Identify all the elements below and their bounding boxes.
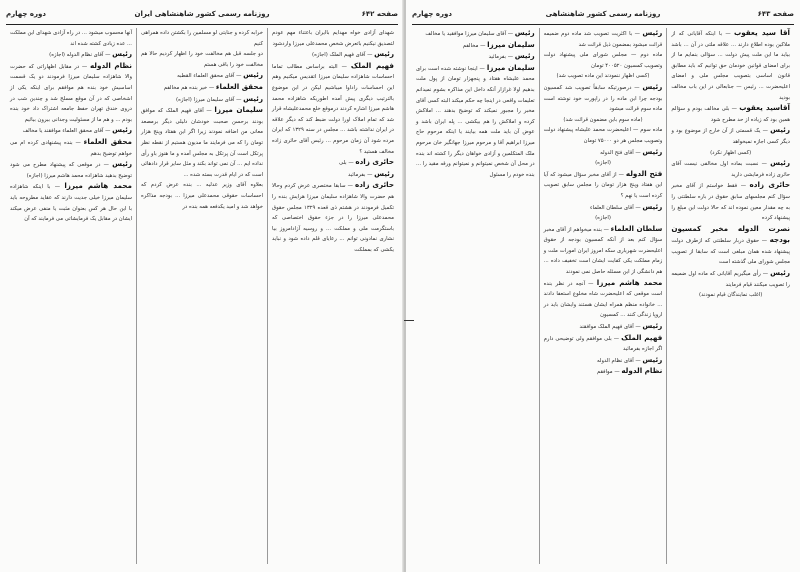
speech-text: بلی موافقم ولی توضیحی دارم اگر اجازه بفرمائید	[543, 335, 663, 353]
transcript-entry	[544, 213, 663, 224]
speech-text: ماده دوم — مجلس شورای ملی پیشنهاد دولت وتصویب کمسیون ۴۰۰۵۲۰ تومان	[543, 52, 663, 69]
transcript-entry: رئیس — آقای فهیم الملک موافقند	[579, 321, 663, 331]
column	[539, 28, 667, 564]
transcript-entry: رئیس — درصورتیکه سابقاً تصویب شد کمسیون بودجه چرا این ماده را در راپورت خود نوشته است ماده سوم قرائت میشود	[543, 81, 663, 113]
speech-text: مخالفم	[462, 42, 479, 49]
transcript-entry	[141, 180, 263, 212]
speaker-name: رئیس	[642, 321, 663, 331]
speech-text: بلی مخالف بودم و سؤالم همین بود که زیاده از حد مطرح شود	[671, 106, 790, 123]
transcript-entry: رئیس — یک قسمتی از آن خارج از موضوع بود و دیگر کسی اجازه نمیخواهد	[671, 125, 790, 145]
transcript-entry: محمد هاشم میرزا — با اینکه شاهزاده سلیمان میرزا خیلی جدیت دارند که عقاید مطروحه باید با این حال هر کس بعنوان مثبت یا منفی عرض میکند ایشان در مقابل یک فرمایشاتی می فرمایند که آن	[10, 181, 133, 223]
speaker-name: رئیس	[112, 125, 132, 135]
speaker-name: محمد هاشم میرزا	[596, 277, 663, 287]
speaker-name: رئیس	[243, 70, 263, 80]
speaker-name: حائری زاده	[749, 180, 791, 190]
speech-text: البته براساس مطالب تماما احساسات شاهزاده سلیمان میرزا اتقدیس میکنیم وهم این احساسات راداوا میباشیم لیکن در این موضوع بالترتیب دیگری پیش آمده اطوریکه شاهزاده محمد هاشم میرزا اشاره کردند درموقع خلع محمدعلیشاه قرار شد که تمام املاک اورا دولت ضبط کند که دیگر علاقه در ایران نداشته باشد ... مجلس در سنه ۱۳۲۹ که ایران مرده شود آن زمان مرحوم ... رئیس آقای حائری زاده مخالف هستید ؟	[272, 63, 394, 155]
speaker-name: حائری زاده	[355, 157, 394, 167]
transcript-entry: رئیس — آقای سلیمان میرزا (اجازه)	[176, 93, 263, 103]
speaker-name: سلیمان میرزا	[486, 62, 535, 72]
speaker-name: رئیس	[514, 51, 535, 61]
transcript-entry	[671, 290, 790, 301]
transcript-entry: حائری زاده — سابقا مختصری عرض کردم وحالا هم حضرت والا شاهزاده سلیمان میرزا هرایش بنده را تکمیل فرمودند در هشتم ذی قعده ۱۳۲۹ مجلس حقوق محمدعلی میرزا را در جزء حقوق اختصاصی که باستگرمت ملی و مملکت ... و روسیه آزادامروز بیا نشاری نمادونی توانم ... رعایای قلم داده شود و نباید یکشی که بمملکت	[272, 180, 395, 253]
speech-text: رأی میگیریم آقایانی که ماده اول ضمیمه را تصویب میکنند قیام فرمایند	[671, 271, 790, 288]
speaker-name: نظام الدوله	[89, 60, 132, 70]
speaker-name: رئیس	[112, 159, 132, 169]
speech-text: خیر بنده هم مخالفم	[163, 84, 208, 91]
speech-text: درصورتیکه سابقاً تصویب شد کمسیون بودجه چرا این ماده را در راپورت خود نوشته است ماده سوم قرائت میشود	[543, 84, 663, 113]
speech-text: آقای نظام الدوله (اجازه)	[49, 52, 104, 59]
speech-text: (اغلب نمایندگان قیام نمودند)	[699, 292, 763, 299]
transcript-entry	[141, 49, 263, 70]
speech-text: آنها محسوب میشود ... در راه آزادی شهدای این مملکت ... عده زیادی کشته شده اند	[10, 30, 132, 47]
speech-text: فقط خواستم از آقای مخبر سؤال کنم مجلسهای سابق حقوق در باره سلطنتی را به چه مقدار معین نموده اند که حالا دولت این مبلغ را پیشنهاد کرده	[671, 183, 790, 222]
speech-text: بفرمائید	[348, 171, 366, 178]
speaker-name: آقاسید یعقوب	[739, 103, 790, 113]
speaker-name: رئیس	[642, 201, 663, 211]
speech-text: خرابه کرده و جنایتی لو مسلمین را بکشتن داده همراهی کنیم	[141, 30, 263, 47]
speech-text: ماده سوم — اعلیحضرت محمد علیشاه پیشنهاد دولت وتصویب مجلس هر دو ۷۵۰۰۰ تومان	[543, 127, 663, 144]
speech-text: آقای محقق العلماء القطبه	[177, 73, 235, 80]
speech-text: آقای فهیم الملک (اجازه)	[312, 52, 366, 59]
transcript-entry: سلیمان میرزا — مخالفم	[462, 39, 535, 49]
transcript-entry: فتح الدوله — از آقای مخبر سؤال میشود که آیا این هفتاد وپنج هزار تومان را مجلس سابق تصویب کرده است یا نهم ؟	[543, 168, 663, 199]
transcript-entry	[141, 28, 263, 49]
transcript-entry	[671, 148, 790, 159]
speaker-name: رئیس	[243, 93, 263, 103]
transcript-entry: سلیمان میرزا — آقای فهیم الملک که موافق بودند برحسن صحبت خودشان دلیلی دیگر برمصعد معانی من اضافه نمودند زیرا اگر این هفتاد وپنج هزار تومان را که می فرمایند ما مدیون هستیم از نقطه نظر پرتکل است آن پرتکل به مجلس آمده و ما هنوز باو رأی نداده ایم ... آن نمی تواند بکند و مثل سایر قرار دادهائی است که در ایام قدرت بسته شده ...	[141, 105, 263, 178]
transcript-entry: رئیس — با اکثریت تصویب شد ماده دوم ضمیمه قرائت میشود بمضمون ذیل قرائت شد	[543, 28, 663, 48]
speech-text: بلی	[339, 160, 347, 167]
speaker-name: آقا سید یعقوب	[734, 28, 790, 37]
header-rule	[6, 24, 398, 25]
speech-text: (کسی اظهار ننمودند این ماده تصویب شد)	[556, 73, 650, 80]
speaker-name: رئیس	[112, 49, 132, 59]
speech-text: آنچه در نظر بنده است موقعی که اعلیحضرت شاه مخلوع استعفا دادند ... خانواده منظم همراه ایشان هستند وایشان باید در اروپا زندگی کنند ... کمسیون	[543, 280, 663, 319]
speaker-name: رئیس	[642, 81, 663, 91]
speech-text: آقای سلیمان میرزا موافقید یا مخالف	[425, 31, 507, 37]
transcript-entry	[544, 125, 663, 146]
crop-mark	[404, 320, 414, 321]
speaker-name: محقق العلماء	[83, 136, 132, 146]
transcript-entry: رئیس — آقای فهیم الملک (اجازه)	[312, 49, 394, 59]
speech-text: آقای فتح الدوله	[600, 149, 634, 156]
speech-text: (کسی اظهار نکرد)	[710, 149, 752, 156]
speech-text: با اینکه شاهزاده سلیمان میرزا خیلی جدیت دارند که عقاید مطروحه باید با این حال هر کس بعنوان مثبت یا منفی عرض میکند ایشان در مقابل یک فرمایشاتی می فرمایند که آن	[10, 184, 132, 223]
page-number: صفحه ۶۴۳	[757, 10, 794, 18]
transcript-entry: رئیس — آقای نظام الدوله	[596, 354, 663, 364]
transcript-entry: رئیس — بفرمائید	[488, 51, 535, 61]
speech-text: شهدای آزادی خواه مهدایم باایران باعتناء مهم عودم لتصدیق نیکنیم باتعرض شخص محمدعلی میرزا واردشود	[272, 30, 394, 47]
transcript-entry: رئیس — آقای سلطان العلماء	[589, 201, 663, 211]
speaker-name: رئیس	[642, 354, 663, 364]
transcript-entry: رئیس — آقای سلیمان میرزا موافقید یا مخالف	[425, 28, 535, 37]
transcript-entry: رئیس — رأی میگیریم آقایانی که ماده اول ضمیمه را تصویب میکنند قیام فرمایند	[671, 268, 791, 288]
speech-text: آقای سلطان العلماء	[589, 204, 634, 211]
speaker-name: سلیمان میرزا	[214, 105, 263, 115]
column	[136, 28, 267, 564]
speaker-name: محقق العلماء	[215, 81, 263, 91]
speech-text: بنده میخواهم از آقای مخبر سؤال کنم بعد از آنکه کمسیون بودجه از حقوق اعلیحضرت شهریاری سکه امروز ایران امورات ملت و زمام مملکت یکی کفایت ایشان است تخفیف داده ... هم دانشگی از این مسئله حاصل نمی نمودند	[543, 226, 663, 276]
speaker-name: رئیس	[514, 28, 535, 37]
speech-text: بنده پیشنهادی کرده ام می خواهم توضیح بدهم	[10, 139, 132, 157]
speaker-name: رئیس	[374, 168, 394, 178]
speaker-name: سلیمان میرزا	[487, 39, 535, 49]
right-page-header	[412, 8, 794, 22]
speech-text: (اجازه)	[595, 215, 611, 222]
speech-text: اینجا نوشته شده است برای محمد علیشاه هفتاد و پنجهزار تومان از پول ملت بدهیم اولا غرازار آنکه داخل این مذاکره بشوم نمیدانم تعلیمات واقعی در اینجا چه حکم میکند البته کسی آقای مخبر را مجبور نمیکند که توضیح بدهند ... املاکش کرده و املاکش را هم بیکشی ... پله ایران باشد و عوض آن باید ملت همه بیایند یا اینکه مرحوم حاج میرزا ابراهیم آقا و مرحوم میرزا جهانگیر خان مرحوم ملک المتکلمین و آزادی خواهان دیگر را کشته اند بنده در محل آن شخص نمیتوانم و نمیتوانم ورقه مقید را ... بنده خودم را مسئول	[415, 65, 535, 178]
transcript-entry	[544, 50, 663, 71]
transcript-entry: رئیس — آقای فتح الدوله	[600, 146, 663, 156]
speech-text: (ماده سوم باین مضمون قرائت شد)	[563, 116, 643, 123]
speaker-name: حائری زاده	[354, 180, 395, 190]
speech-text: سابقا مختصری عرض کردم وحالا هم حضرت والا شاهزاده سلیمان میرزا هرایش بنده را تکمیل فرمودند در هشتم ذی قعده ۱۳۲۹ مجلس حقوق محمدعلی میرزا را در جزء حقوق اختصاصی که باستگرمت ملی و مملکت ... و روسیه آزادامروز بیا نشاری نمادونی توانم ... رعایای قلم داده شود و نباید یکشی که بمملکت	[272, 183, 394, 253]
speaker-name: رئیس	[374, 49, 394, 59]
transcript-entry: رئیس — آقای محقق العلماء موافقند یا مخالف	[22, 125, 132, 135]
left-page-header	[6, 8, 398, 22]
speaker-name: نظام الدوله	[621, 366, 663, 376]
speech-text: آقای نظام الدوله	[596, 357, 634, 364]
speech-text: آقای فهیم الملک موافقند	[579, 324, 634, 331]
speech-text: در مقابل اظهاراتی که حضرت والا شاهزاده سلیمان میرزا فرمودند دو یک قسمت اساسیش خود بنده هم موافقم برای اینکه یکی از اشخاصی که در آن موقع مسلح شد و چندین شب در دروی خندق تهران حفظ جامعه اشتراک داد خود بنده بودم ... و هم ما از مسئولیت وجدانی بیرون بیائیم	[10, 63, 132, 123]
transcript-entry: آقاسید یعقوب — بلی مخالف بودم و سؤالم همین بود که زیاده از حد مطرح شود	[671, 103, 790, 123]
transcript-entry: فهیم الملک — بلی موافقم ولی توضیحی دارم اگر اجازه بفرمائید	[543, 332, 663, 353]
transcript-entry: رئیس — در موقعی که پیشنهاد مطرح می شود توضیح بدهید شاهزاده محمد هاشم میرزا (اجازه)	[10, 159, 132, 179]
issue-label: دوره چهارم	[6, 10, 46, 18]
header-rule	[412, 24, 794, 25]
transcript-entry	[10, 28, 132, 49]
speaker-name: رئیس	[770, 158, 790, 168]
speech-text: بعلاوه آقای وزیر عدلیه ... بنده عرض کردم که احساسات حقوقی محمدعلی میرزا ... بودجه مذاکره خواهد شد و امید یکدفعه همه بنده در	[141, 182, 263, 210]
page-number: صفحه ۶۴۲	[361, 10, 398, 18]
speech-text: با اینکه آقایانی که از ملاکین بوده اطلاع دارند ... علاقه ملتی در آن ... باشد بیاید ما این ملت پیش دولت ... سؤالی بنمایم ما از برای امضای قوانین خودمان حق توانیم که باید مطابق قانون اساسی بتصویب مجلس ملی و امضای اعلیحضرت ... رئیس — جنابعالی در این باب مخالف بودید	[671, 31, 790, 101]
speaker-name: نصرت الدوله مخبر کمسیون بودجه	[671, 223, 790, 245]
transcript-entry	[544, 158, 663, 169]
speech-text: بفرمائید	[488, 54, 507, 61]
speaker-name: فتح الدوله	[625, 168, 663, 178]
speaker-name: رئیس	[642, 28, 663, 37]
transcript-entry: نظام الدوله — در مقابل اظهاراتی که حضرت والا شاهزاده سلیمان میرزا فرمودند دو یک قسمت اساسیش خود بنده هم موافقم برای اینکه یکی از اشخاصی که در آن موقع مسلح شد و چندین شب در دروی خندق تهران حفظ جامعه اشتراک داد خود بنده بودم ... و هم ما از مسئولیت وجدانی بیرون بیائیم	[10, 60, 132, 123]
transcript-entry: نظام الدوله — موافقم	[596, 366, 663, 376]
speaker-name: سلطان العلماء	[610, 223, 663, 233]
transcript-entry: سلیمان میرزا — اینجا نوشته شده است برای محمد علیشاه هفتاد و پنجهزار تومان از پول ملت بدهیم اولا غرازار آنکه داخل این مذاکره بشوم نمیدانم تعلیمات واقعی در اینجا چه حکم میکند البته کسی آقای مخبر را مجبور نمیکند که توضیح بدهند ... املاکش کرده و املاکش را هم بیکشی ... پله ایران باشد و عوض آن باید ملت همه بیایند یا اینکه مرحوم حاج میرزا ابراهیم آقا و مرحوم میرزا جهانگیر خان مرحوم ملک المتکلمین و آزادی خواهان دیگر را کشته اند بنده در محل آن شخص نمیتوانم و نمیتوانم ورقه مقید را ... بنده خودم را مسئول	[415, 62, 535, 178]
transcript-entry: حائری زاده — فقط خواستم از آقای مخبر سؤال کنم مجلسهای سابق حقوق در باره سلطنتی را به چه مقدار معین نموده اند که حالا دولت این مبلغ را پیشنهاد کرده	[671, 180, 791, 222]
column	[412, 28, 539, 564]
speech-text: با اکثریت تصویب شد ماده دوم ضمیمه قرائت میشود بمضمون ذیل قرائت شد	[543, 31, 663, 48]
speaker-name: فهیم الملک	[350, 60, 394, 70]
speech-text: آقای فهیم الملک که موافق بودند برحسن صحبت خودشان دلیلی دیگر برمصعد معانی من اضافه نمودند زیرا اگر این هفتاد وپنج هزار تومان را که می فرمایند ما مدیون هستیم از نقطه نظر پرتکل است آن پرتکل به مجلس آمده و ما هنوز باو رأی نداده ایم ... آن نمی تواند بکند و مثل سایر قرار دادهائی است که در ایام قدرت بسته شده ...	[141, 108, 263, 178]
transcript-entry: آقا سید یعقوب — با اینکه آقایانی که از ملاکین بوده اطلاع دارند ... علاقه ملتی در آن ... باشد بیاید ما این ملت پیش دولت ... سؤالی بنمایم ما از برای امضای قوانین خودمان حق توانیم که باید مطابق قانون اساسی بتصویب مجلس ملی و امضای اعلیحضرت ... رئیس — جنابعالی در این باب مخالف بودید	[671, 28, 790, 101]
speech-text: آقای محقق العلماء موافقند یا مخالف	[22, 128, 104, 135]
speech-text: در موقعی که پیشنهاد مطرح می شود توضیح بدهید شاهزاده محمد هاشم میرزا (اجازه)	[10, 162, 132, 179]
transcript-entry: رئیس — آقای نظام الدوله (اجازه)	[49, 49, 132, 59]
right-page	[406, 0, 800, 572]
speech-text: از آقای مخبر سؤال میشود که آیا این هفتاد وپنج هزار تومان را مجلس سابق تصویب کرده است یا نهم ؟	[543, 171, 663, 199]
transcript-entry: رئیس — نسبت بماده اول مخالفی نیست آقای حائری زاده فرمایشی دارید	[671, 158, 790, 178]
column	[6, 28, 136, 564]
transcript-entry	[544, 71, 663, 82]
speech-text: حقوق دربار سلطنتی که ازطرف دولت پیشنهاد شده همان مبلغی است که سابقا از تصویب مجلس شورای ملی گذشته است	[671, 238, 790, 266]
transcript-entry: فهیم الملک — البته براساس مطالب تماما احساسات شاهزاده سلیمان میرزا اتقدیس میکنیم وهم این احساسات راداوا میباشیم لیکن در این موضوع بالترتیب دیگری پیش آمده اطوریکه شاهزاده محمد هاشم میرزا اشاره کردند درموقع خلع محمدعلیشاه قرار شد که تمام املاک اورا دولت ضبط کند که دیگر علاقه در ایران نداشته باشد ... مجلس در سنه ۱۳۲۹ که ایران مرده شود آن زمان مرحوم ... رئیس آقای حائری زاده مخالف هستید ؟	[272, 60, 394, 155]
transcript-entry	[544, 115, 663, 126]
column	[666, 28, 794, 564]
speaker-name: محمد هاشم میرزا	[64, 181, 133, 191]
speech-text: دو جلسه قبل هم مخالفت خود را اظهار کردیم حالا هم مخالفت خود را باقی هستم	[141, 51, 263, 68]
transcript-entry: سلطان العلماء — بنده میخواهم از آقای مخبر سؤال کنم بعد از آنکه کمسیون بودجه از حقوق اعلیحضرت شهریاری سکه امروز ایران امورات ملت و زمام مملکت یکی کفایت ایشان است تخفیف داده ... هم دانشگی از این مسئله حاصل نمی نمودند	[543, 223, 663, 276]
speech-text: یک قسمتی از آن خارج از موضوع بود و دیگر کسی اجازه نمیخواهد	[671, 128, 790, 145]
newspaper-title: روزنامه رسمی کشور شاهنشاهی ایران	[134, 10, 270, 18]
transcript-entry: نصرت الدوله مخبر کمسیون بودجه — حقوق دربار سلطنتی که ازطرف دولت پیشنهاد شده همان مبلغی است که سابقا از تصویب مجلس شورای ملی گذشته است	[671, 223, 790, 266]
left-page-columns	[6, 28, 398, 564]
speech-text: (اجازه)	[595, 160, 611, 167]
speech-text: نسبت بماده اول مخالفی نیست آقای حائری زاده فرمایشی دارید	[671, 161, 790, 178]
transcript-entry: رئیس — آقای محقق العلماء القطبه	[177, 70, 263, 80]
issue-label: دوره چهارم	[412, 10, 452, 18]
transcript-entry: رئیس — بفرمائید	[348, 168, 394, 178]
column	[267, 28, 398, 564]
speech-text: آقای سلیمان میرزا (اجازه)	[176, 96, 235, 103]
speech-text: موافقم	[596, 369, 613, 376]
speaker-name: رئیس	[770, 268, 791, 278]
transcript-entry	[272, 28, 394, 49]
speaker-name: رئیس	[770, 125, 790, 135]
transcript-entry: محقق العلماء — بنده پیشنهادی کرده ام می خواهم توضیح بدهم	[10, 136, 132, 157]
newspaper-title: روزنامه رسمی کشور شاهنشاهی	[545, 10, 661, 18]
transcript-entry: محمد هاشم میرزا — آنچه در نظر بنده است موقعی که اعلیحضرت شاه مخلوع استعفا دادند ... خانواده منظم همراه ایشان هستند وایشان باید در اروپا زندگی کنند ... کمسیون	[543, 277, 663, 319]
transcript-entry: محقق العلماء — خیر بنده هم مخالفم	[163, 81, 263, 91]
speaker-name: رئیس	[642, 146, 663, 156]
speaker-name: فهیم الملک	[621, 332, 663, 342]
right-page-columns	[412, 28, 794, 564]
transcript-entry: حائری زاده — بلی	[339, 157, 394, 167]
